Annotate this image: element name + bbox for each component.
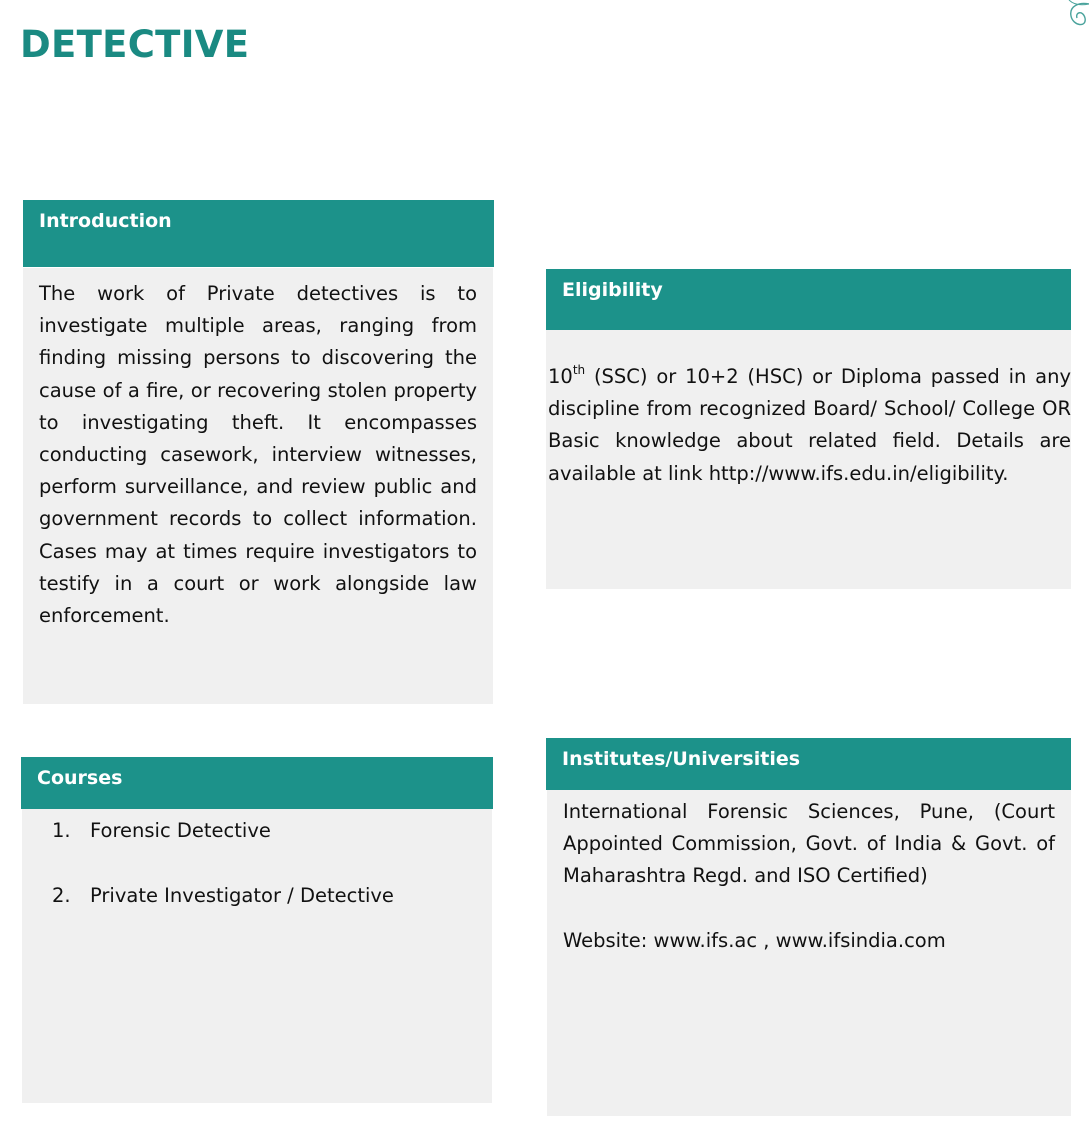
institutes-header [546, 738, 1071, 790]
page-title: DETECTIVE [20, 23, 250, 66]
eligibility-grade-suffix: th [572, 363, 586, 377]
eligibility-heading: Eligibility [562, 279, 663, 301]
eligibility-grade: 10 [548, 365, 573, 388]
institutes-text: International Forensic Sciences, Pune, (Court Appointed Commission, Govt. of India & Govt. of Maharashtra Regd. and ISO Certified) [563, 800, 1055, 888]
courses-heading: Courses [37, 767, 123, 789]
list-item-number: 1. [52, 819, 71, 842]
list-item-label: Forensic Detective [90, 819, 271, 842]
list-item-number: 2. [52, 884, 71, 907]
swirl-decoration-icon [1029, 0, 1089, 40]
eligibility-text-block [548, 361, 1071, 490]
eligibility-header [546, 269, 1071, 330]
courses-panel [22, 809, 492, 1103]
institutes-heading: Institutes/Universities [562, 748, 801, 770]
eligibility-text: (SSC) or 10+2 (HSC) or Diploma passed in any discipline from recognized Board/ School/ College OR Basic knowledge about related field. Details are available at link http://www.ifs.edu.in/eligibility. [548, 365, 1071, 485]
institutes-website: Website: www.ifs.ac , www.ifsindia.com [563, 928, 946, 952]
list-item [22, 880, 492, 912]
introduction-panel [23, 268, 493, 704]
courses-header [21, 757, 493, 809]
eligibility-panel [546, 330, 1071, 589]
introduction-header [23, 200, 494, 267]
introduction-heading: Introduction [39, 210, 172, 232]
introduction-text: The work of Private detectives is to investigate multiple areas, ranging from finding missing persons to discovering the cause of a fire, or recovering stolen property to investigating theft. It encompasses conducting casework, interview witnesses, perform surveillance, and review public and government records to collect information. Cases may at times require investigators to testify in a court or work alongside law enforcement. [39, 282, 477, 628]
list-item [22, 815, 492, 847]
institutes-panel [547, 790, 1071, 1116]
list-item-label: Private Investigator / Detective [90, 884, 394, 907]
